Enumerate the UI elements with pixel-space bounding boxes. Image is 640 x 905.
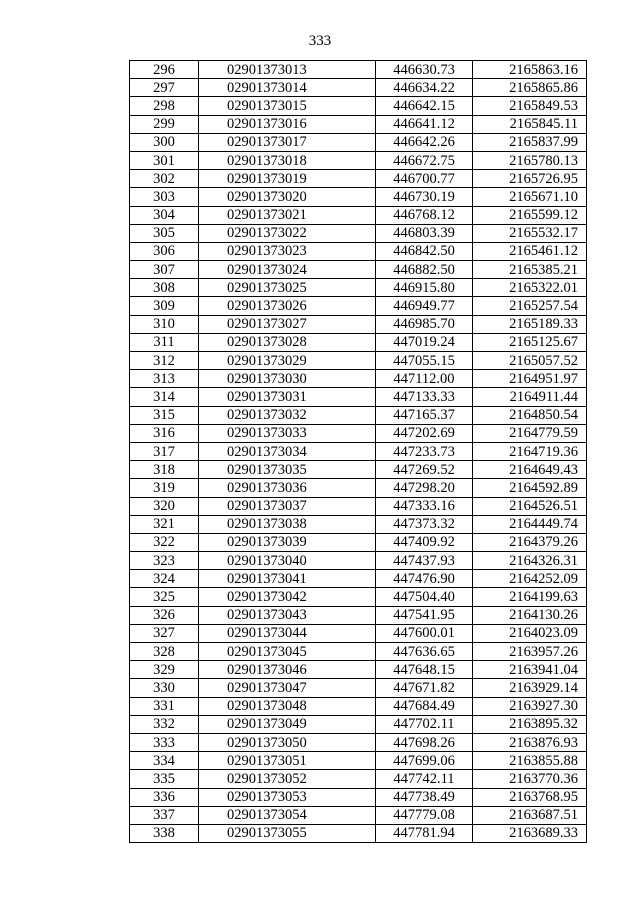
code-cell: 02901373054 bbox=[199, 806, 376, 824]
table-row bbox=[130, 388, 587, 406]
y-coordinate-cell: 2165322.01 bbox=[473, 279, 587, 297]
y-coordinate-cell: 2164526.51 bbox=[473, 497, 587, 515]
y-coordinate-cell: 2164592.89 bbox=[473, 479, 587, 497]
code-cell: 02901373034 bbox=[199, 442, 376, 460]
code-cell: 02901373023 bbox=[199, 242, 376, 260]
page-number: 333 bbox=[308, 33, 332, 49]
code-cell: 02901373047 bbox=[199, 679, 376, 697]
x-coordinate-cell: 447504.40 bbox=[376, 588, 473, 606]
y-coordinate-cell: 2165865.86 bbox=[473, 79, 587, 97]
row-number-cell: 304 bbox=[130, 206, 199, 224]
code-cell: 02901373045 bbox=[199, 643, 376, 661]
y-coordinate-cell: 2163855.88 bbox=[473, 752, 587, 770]
code-cell: 02901373028 bbox=[199, 333, 376, 351]
row-number-cell: 316 bbox=[130, 424, 199, 442]
table-row bbox=[130, 97, 587, 115]
row-number-cell: 323 bbox=[130, 552, 199, 570]
code-cell: 02901373031 bbox=[199, 388, 376, 406]
row-number-cell: 311 bbox=[130, 333, 199, 351]
y-coordinate-cell: 2165189.33 bbox=[473, 315, 587, 333]
row-number-cell: 327 bbox=[130, 624, 199, 642]
code-cell: 02901373020 bbox=[199, 188, 376, 206]
row-number-cell: 319 bbox=[130, 479, 199, 497]
row-number-cell: 336 bbox=[130, 788, 199, 806]
x-coordinate-cell: 447648.15 bbox=[376, 661, 473, 679]
code-cell: 02901373048 bbox=[199, 697, 376, 715]
y-coordinate-cell: 2163770.36 bbox=[473, 770, 587, 788]
x-coordinate-cell: 446882.50 bbox=[376, 261, 473, 279]
table-row bbox=[130, 206, 587, 224]
table-row bbox=[130, 679, 587, 697]
table-row bbox=[130, 715, 587, 733]
table-row bbox=[130, 151, 587, 169]
code-cell: 02901373024 bbox=[199, 261, 376, 279]
table-row bbox=[130, 752, 587, 770]
y-coordinate-cell: 2164130.26 bbox=[473, 606, 587, 624]
y-coordinate-cell: 2164326.31 bbox=[473, 552, 587, 570]
y-coordinate-cell: 2163876.93 bbox=[473, 733, 587, 751]
row-number-cell: 333 bbox=[130, 733, 199, 751]
x-coordinate-cell: 447684.49 bbox=[376, 697, 473, 715]
x-coordinate-cell: 447738.49 bbox=[376, 788, 473, 806]
row-number-cell: 324 bbox=[130, 570, 199, 588]
code-cell: 02901373026 bbox=[199, 297, 376, 315]
x-coordinate-cell: 447202.69 bbox=[376, 424, 473, 442]
row-number-cell: 318 bbox=[130, 461, 199, 479]
y-coordinate-cell: 2165671.10 bbox=[473, 188, 587, 206]
code-cell: 02901373052 bbox=[199, 770, 376, 788]
table-row bbox=[130, 370, 587, 388]
y-coordinate-cell: 2165385.21 bbox=[473, 261, 587, 279]
code-cell: 02901373029 bbox=[199, 352, 376, 370]
row-number-cell: 296 bbox=[130, 61, 199, 79]
table-row bbox=[130, 333, 587, 351]
code-cell: 02901373044 bbox=[199, 624, 376, 642]
x-coordinate-cell: 447437.93 bbox=[376, 552, 473, 570]
row-number-cell: 315 bbox=[130, 406, 199, 424]
y-coordinate-cell: 2164252.09 bbox=[473, 570, 587, 588]
x-coordinate-cell: 446642.15 bbox=[376, 97, 473, 115]
x-coordinate-cell: 447298.20 bbox=[376, 479, 473, 497]
code-cell: 02901373016 bbox=[199, 115, 376, 133]
table-row bbox=[130, 352, 587, 370]
table-row bbox=[130, 461, 587, 479]
x-coordinate-cell: 447636.65 bbox=[376, 643, 473, 661]
code-cell: 02901373043 bbox=[199, 606, 376, 624]
y-coordinate-cell: 2165599.12 bbox=[473, 206, 587, 224]
x-coordinate-cell: 447702.11 bbox=[376, 715, 473, 733]
code-cell: 02901373019 bbox=[199, 170, 376, 188]
table-row bbox=[130, 479, 587, 497]
table-row bbox=[130, 624, 587, 642]
table-row bbox=[130, 770, 587, 788]
table-row bbox=[130, 188, 587, 206]
y-coordinate-cell: 2164649.43 bbox=[473, 461, 587, 479]
row-number-cell: 317 bbox=[130, 442, 199, 460]
y-coordinate-cell: 2163929.14 bbox=[473, 679, 587, 697]
coordinates-table bbox=[129, 60, 587, 843]
code-cell: 02901373041 bbox=[199, 570, 376, 588]
code-cell: 02901373030 bbox=[199, 370, 376, 388]
row-number-cell: 312 bbox=[130, 352, 199, 370]
table-row bbox=[130, 552, 587, 570]
row-number-cell: 298 bbox=[130, 97, 199, 115]
y-coordinate-cell: 2164449.74 bbox=[473, 515, 587, 533]
table-row bbox=[130, 424, 587, 442]
table-row bbox=[130, 806, 587, 824]
y-coordinate-cell: 2164379.26 bbox=[473, 533, 587, 551]
x-coordinate-cell: 447055.15 bbox=[376, 352, 473, 370]
code-cell: 02901373049 bbox=[199, 715, 376, 733]
row-number-cell: 303 bbox=[130, 188, 199, 206]
table-row bbox=[130, 788, 587, 806]
table-row bbox=[130, 515, 587, 533]
y-coordinate-cell: 2165532.17 bbox=[473, 224, 587, 242]
table-row bbox=[130, 261, 587, 279]
table-row bbox=[130, 697, 587, 715]
y-coordinate-cell: 2163689.33 bbox=[473, 824, 587, 842]
code-cell: 02901373035 bbox=[199, 461, 376, 479]
y-coordinate-cell: 2165726.95 bbox=[473, 170, 587, 188]
row-number-cell: 302 bbox=[130, 170, 199, 188]
x-coordinate-cell: 446641.12 bbox=[376, 115, 473, 133]
code-cell: 02901373037 bbox=[199, 497, 376, 515]
row-number-cell: 334 bbox=[130, 752, 199, 770]
code-cell: 02901373055 bbox=[199, 824, 376, 842]
row-number-cell: 308 bbox=[130, 279, 199, 297]
row-number-cell: 337 bbox=[130, 806, 199, 824]
table-row bbox=[130, 661, 587, 679]
code-cell: 02901373017 bbox=[199, 133, 376, 151]
y-coordinate-cell: 2165125.67 bbox=[473, 333, 587, 351]
row-number-cell: 307 bbox=[130, 261, 199, 279]
code-cell: 02901373015 bbox=[199, 97, 376, 115]
row-number-cell: 322 bbox=[130, 533, 199, 551]
y-coordinate-cell: 2163957.26 bbox=[473, 643, 587, 661]
table-row bbox=[130, 824, 587, 842]
x-coordinate-cell: 446842.50 bbox=[376, 242, 473, 260]
row-number-cell: 326 bbox=[130, 606, 199, 624]
table-row bbox=[130, 733, 587, 751]
table-row bbox=[130, 442, 587, 460]
code-cell: 02901373032 bbox=[199, 406, 376, 424]
x-coordinate-cell: 447133.33 bbox=[376, 388, 473, 406]
code-cell: 02901373039 bbox=[199, 533, 376, 551]
table-row bbox=[130, 133, 587, 151]
code-cell: 02901373036 bbox=[199, 479, 376, 497]
code-cell: 02901373042 bbox=[199, 588, 376, 606]
x-coordinate-cell: 446803.39 bbox=[376, 224, 473, 242]
row-number-cell: 299 bbox=[130, 115, 199, 133]
row-number-cell: 320 bbox=[130, 497, 199, 515]
table-row bbox=[130, 170, 587, 188]
y-coordinate-cell: 2163941.04 bbox=[473, 661, 587, 679]
x-coordinate-cell: 447671.82 bbox=[376, 679, 473, 697]
y-coordinate-cell: 2164911.44 bbox=[473, 388, 587, 406]
code-cell: 02901373021 bbox=[199, 206, 376, 224]
y-coordinate-cell: 2164951.97 bbox=[473, 370, 587, 388]
y-coordinate-cell: 2164199.63 bbox=[473, 588, 587, 606]
x-coordinate-cell: 446642.26 bbox=[376, 133, 473, 151]
x-coordinate-cell: 447409.92 bbox=[376, 533, 473, 551]
x-coordinate-cell: 446630.73 bbox=[376, 61, 473, 79]
table-row bbox=[130, 588, 587, 606]
code-cell: 02901373046 bbox=[199, 661, 376, 679]
table-row bbox=[130, 115, 587, 133]
code-cell: 02901373014 bbox=[199, 79, 376, 97]
table-row bbox=[130, 315, 587, 333]
x-coordinate-cell: 447781.94 bbox=[376, 824, 473, 842]
x-coordinate-cell: 447476.90 bbox=[376, 570, 473, 588]
table-row bbox=[130, 224, 587, 242]
x-coordinate-cell: 447269.52 bbox=[376, 461, 473, 479]
y-coordinate-cell: 2165780.13 bbox=[473, 151, 587, 169]
y-coordinate-cell: 2163927.30 bbox=[473, 697, 587, 715]
row-number-cell: 306 bbox=[130, 242, 199, 260]
x-coordinate-cell: 446634.22 bbox=[376, 79, 473, 97]
x-coordinate-cell: 446730.19 bbox=[376, 188, 473, 206]
table-row bbox=[130, 279, 587, 297]
y-coordinate-cell: 2164779.59 bbox=[473, 424, 587, 442]
table-row bbox=[130, 643, 587, 661]
y-coordinate-cell: 2164850.54 bbox=[473, 406, 587, 424]
y-coordinate-cell: 2165057.52 bbox=[473, 352, 587, 370]
y-coordinate-cell: 2163687.51 bbox=[473, 806, 587, 824]
y-coordinate-cell: 2163895.32 bbox=[473, 715, 587, 733]
row-number-cell: 332 bbox=[130, 715, 199, 733]
row-number-cell: 309 bbox=[130, 297, 199, 315]
y-coordinate-cell: 2165849.53 bbox=[473, 97, 587, 115]
row-number-cell: 325 bbox=[130, 588, 199, 606]
x-coordinate-cell: 446768.12 bbox=[376, 206, 473, 224]
x-coordinate-cell: 447742.11 bbox=[376, 770, 473, 788]
code-cell: 02901373053 bbox=[199, 788, 376, 806]
code-cell: 02901373033 bbox=[199, 424, 376, 442]
row-number-cell: 330 bbox=[130, 679, 199, 697]
x-coordinate-cell: 447541.95 bbox=[376, 606, 473, 624]
code-cell: 02901373022 bbox=[199, 224, 376, 242]
code-cell: 02901373025 bbox=[199, 279, 376, 297]
row-number-cell: 300 bbox=[130, 133, 199, 151]
table-row bbox=[130, 606, 587, 624]
row-number-cell: 329 bbox=[130, 661, 199, 679]
table-row bbox=[130, 533, 587, 551]
row-number-cell: 328 bbox=[130, 643, 199, 661]
code-cell: 02901373040 bbox=[199, 552, 376, 570]
code-cell: 02901373038 bbox=[199, 515, 376, 533]
table-row bbox=[130, 242, 587, 260]
row-number-cell: 338 bbox=[130, 824, 199, 842]
row-number-cell: 310 bbox=[130, 315, 199, 333]
x-coordinate-cell: 447112.00 bbox=[376, 370, 473, 388]
x-coordinate-cell: 447600.01 bbox=[376, 624, 473, 642]
x-coordinate-cell: 447019.24 bbox=[376, 333, 473, 351]
row-number-cell: 313 bbox=[130, 370, 199, 388]
row-number-cell: 314 bbox=[130, 388, 199, 406]
row-number-cell: 297 bbox=[130, 79, 199, 97]
y-coordinate-cell: 2163768.95 bbox=[473, 788, 587, 806]
y-coordinate-cell: 2165863.16 bbox=[473, 61, 587, 79]
row-number-cell: 305 bbox=[130, 224, 199, 242]
table-row bbox=[130, 406, 587, 424]
x-coordinate-cell: 447333.16 bbox=[376, 497, 473, 515]
x-coordinate-cell: 447233.73 bbox=[376, 442, 473, 460]
row-number-cell: 335 bbox=[130, 770, 199, 788]
y-coordinate-cell: 2165845.11 bbox=[473, 115, 587, 133]
y-coordinate-cell: 2165461.12 bbox=[473, 242, 587, 260]
table-body bbox=[130, 61, 587, 843]
y-coordinate-cell: 2164719.36 bbox=[473, 442, 587, 460]
x-coordinate-cell: 446672.75 bbox=[376, 151, 473, 169]
x-coordinate-cell: 447699.06 bbox=[376, 752, 473, 770]
table-row bbox=[130, 297, 587, 315]
row-number-cell: 331 bbox=[130, 697, 199, 715]
x-coordinate-cell: 446915.80 bbox=[376, 279, 473, 297]
table-row bbox=[130, 497, 587, 515]
row-number-cell: 321 bbox=[130, 515, 199, 533]
x-coordinate-cell: 447698.26 bbox=[376, 733, 473, 751]
code-cell: 02901373027 bbox=[199, 315, 376, 333]
y-coordinate-cell: 2164023.09 bbox=[473, 624, 587, 642]
code-cell: 02901373051 bbox=[199, 752, 376, 770]
x-coordinate-cell: 447779.08 bbox=[376, 806, 473, 824]
code-cell: 02901373018 bbox=[199, 151, 376, 169]
x-coordinate-cell: 446985.70 bbox=[376, 315, 473, 333]
row-number-cell: 301 bbox=[130, 151, 199, 169]
x-coordinate-cell: 447373.32 bbox=[376, 515, 473, 533]
y-coordinate-cell: 2165257.54 bbox=[473, 297, 587, 315]
x-coordinate-cell: 446700.77 bbox=[376, 170, 473, 188]
table-row bbox=[130, 61, 587, 79]
table-row bbox=[130, 570, 587, 588]
x-coordinate-cell: 447165.37 bbox=[376, 406, 473, 424]
code-cell: 02901373013 bbox=[199, 61, 376, 79]
y-coordinate-cell: 2165837.99 bbox=[473, 133, 587, 151]
code-cell: 02901373050 bbox=[199, 733, 376, 751]
x-coordinate-cell: 446949.77 bbox=[376, 297, 473, 315]
table-row bbox=[130, 79, 587, 97]
